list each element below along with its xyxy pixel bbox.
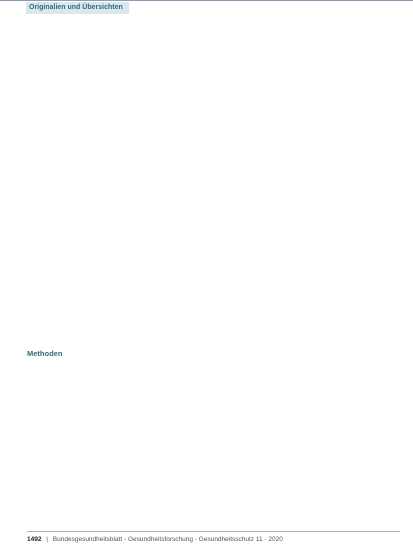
text-column-3 (283, 29, 400, 517)
page-number: 1492 (27, 536, 42, 543)
page-top-rule (0, 0, 413, 1)
footer-divider (27, 531, 400, 532)
methods-heading: Methoden (27, 349, 63, 358)
journal-title: Bundesgesundheitsblatt - Gesundheitsforschung - Gesundheitsschutz 11 · 2020 (52, 536, 283, 543)
page-footer (27, 535, 400, 545)
text-column-1 (27, 29, 136, 517)
footer-separator: | (46, 536, 48, 543)
section-label-tab: Originalien und Übersichten (26, 2, 129, 14)
text-column-2 (154, 29, 263, 517)
